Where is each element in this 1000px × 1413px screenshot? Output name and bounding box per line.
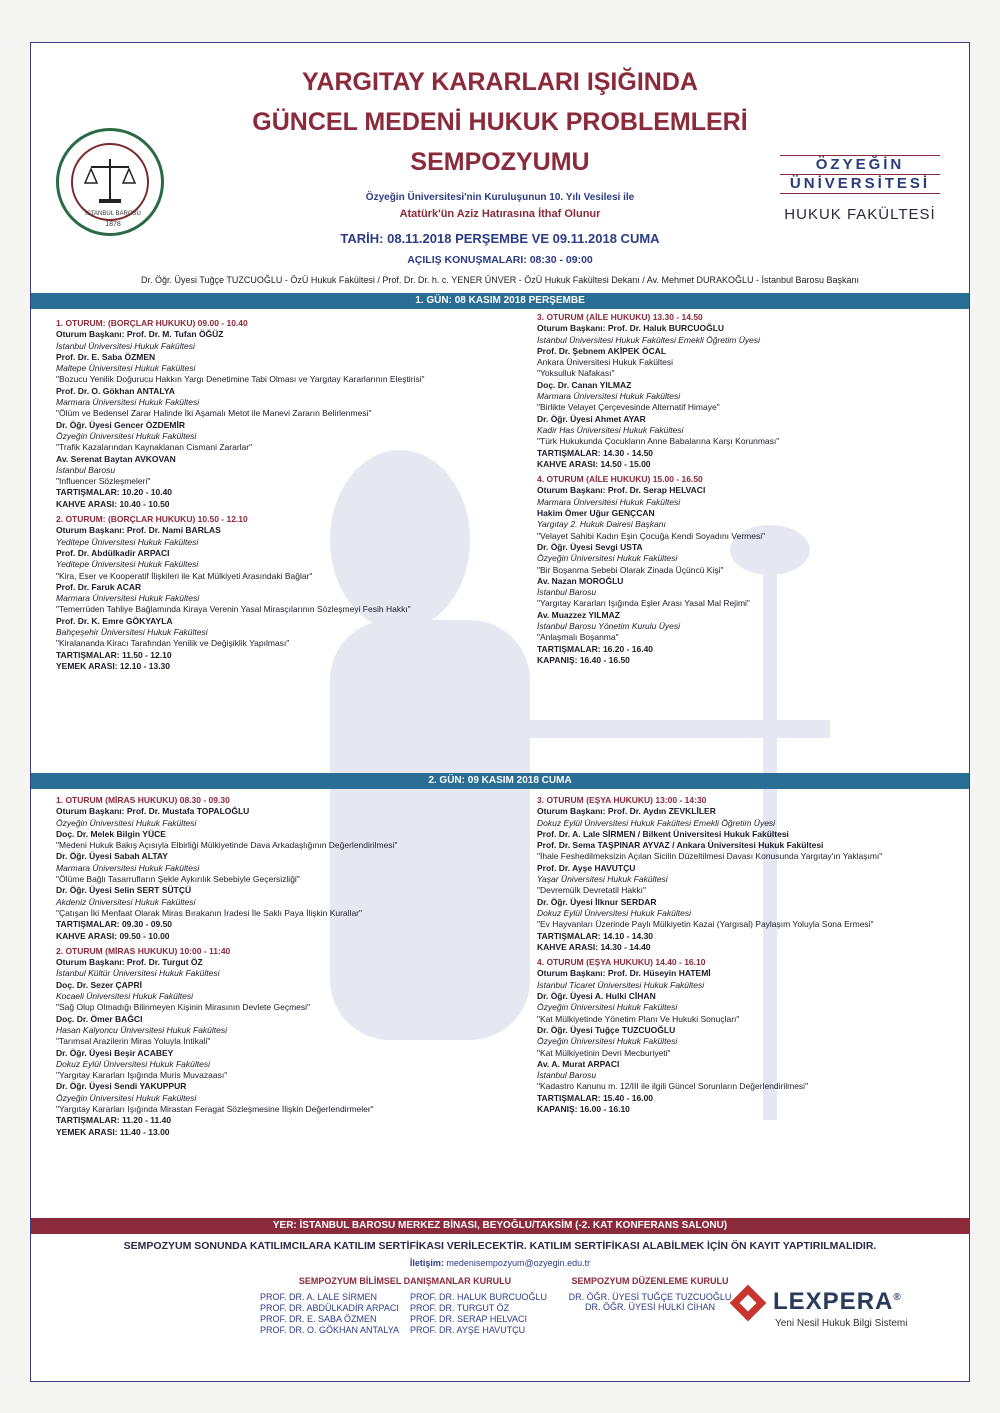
- speaker-name: Oturum Başkanı: Prof. Dr. Serap HELVACI: [537, 485, 706, 496]
- talk-title: "Kira, Eser ve Kooperatif İlişkileri ile Kat Mülkiyeti Arasındaki Bağlar": [56, 570, 313, 581]
- affiliation: Yeditepe Üniversitesi Hukuk Fakültesi: [56, 559, 199, 570]
- advisory-member: PROF. DR. E. SABA ÖZMEN: [260, 1314, 377, 1324]
- speaker-name: Dr. Öğr. Üyesi Beşir ACABEY: [56, 1047, 174, 1058]
- talk-title: "Bozucu Yenilik Doğurucu Hakkın Yargı Denetimine Tabi Olması ve Yargıtay Kararlarının Eleştirisi": [56, 374, 425, 385]
- speaker-name: Prof. Dr. O. Gökhan ANTALYA: [56, 385, 175, 396]
- speaker-name: Av. Nazan MOROĞLU: [537, 575, 624, 586]
- affiliation: İstanbul Barosu: [537, 1070, 597, 1081]
- talk-title: "Temerrüden Tahliye Bağlamında Kiraya Verenin Yasal Mirasçılarının Sözleşmeyi Fesih Hakkı": [56, 604, 411, 615]
- affiliation: Özyeğin Üniversitesi Hukuk Fakültesi: [56, 430, 197, 441]
- talk-title: "Yargıtay Kararları Işığında Mirastan Feragat Sözleşmesine İlişkin Değerlendirmeler": [56, 1104, 374, 1115]
- affiliation: Marmara Üniversitesi Hukuk Fakültesi: [537, 496, 681, 507]
- organizer: DR. ÖĞR. ÜYESİ HULKİ CİHAN: [584, 1302, 716, 1312]
- speaker-name: Doç. Dr. Canan YILMAZ: [537, 379, 632, 390]
- speaker-name: Prof. Dr. A. Lale SİRMEN / Bilkent Üniversitesi Hukuk Fakültesi: [537, 828, 789, 839]
- affiliation: Maltepe Üniversitesi Hukuk Fakültesi: [56, 363, 196, 374]
- organizer: DR. ÖĞR. ÜYESİ TUĞÇE TUZCUOĞLU: [568, 1292, 732, 1302]
- faculty-name: HUKUK FAKÜLTESİ: [784, 206, 936, 223]
- speaker-name: YEMEK ARASI: 11.40 - 13.00: [56, 1126, 170, 1137]
- session-heading: 3. OTURUM (EŞYA HUKUKU) 13:00 - 14:30: [537, 795, 707, 805]
- speaker-name: Av. A. Murat ARPACI: [537, 1058, 620, 1069]
- speaker-name: Av. Muazzez YILMAZ: [537, 609, 620, 620]
- title-line-3: SEMPOZYUMU: [410, 148, 590, 176]
- advisory-member: PROF. DR. O. GÖKHAN ANTALYA: [260, 1325, 400, 1335]
- ozyegin-logo-line2: ÜNİVERSİTESİ: [780, 175, 940, 194]
- talk-title: "Tarımsal Arazilerin Miras Yoluyla İntikali": [56, 1036, 211, 1047]
- affiliation: Yaşar Üniversitesi Hukuk Fakültesi: [537, 874, 668, 885]
- day1-right-column: [537, 312, 957, 666]
- speaker-name: KAHVE ARASI: 09.50 - 10.00: [56, 930, 170, 941]
- talk-title: Ankara Üniversitesi Hukuk Fakültesi: [537, 357, 674, 368]
- talk-title: "Kat Mülkiyetinde Yönetim Planı Ve Hukuki Sonuçları": [537, 1013, 740, 1024]
- talk-title: "Medeni Hukuk Bakış Açısıyla Elbirliği Mülkiyetinde Dava Arkadaşlığının Değerlendirilmesi": [56, 840, 398, 851]
- baro-year: 1878: [105, 221, 121, 228]
- lexpera-name: LEXPERA®: [773, 1288, 902, 1315]
- affiliation: Özyeğin Üniversitesi Hukuk Fakültesi: [56, 1092, 197, 1103]
- speaker-name: Dr. Öğr. Üyesi Tuğçe TUZCUOĞLU: [537, 1024, 676, 1035]
- talk-title: "Türk Hukukunda Çocukların Anne Babalarına Karşı Korunması": [537, 436, 780, 447]
- speaker-name: Doç. Dr. Sezer ÇAPRİ: [56, 979, 142, 990]
- title-line-1: YARGITAY KARARLARI IŞIĞINDA: [302, 68, 698, 96]
- affiliation: Yargıtay 2. Hukuk Dairesi Başkanı: [537, 519, 666, 530]
- affiliation: Özyeğin Üniversitesi Hukuk Fakültesi: [56, 817, 197, 828]
- affiliation: İstanbul Üniversitesi Hukuk Fakültesi Emekli Öğretim Üyesi: [537, 334, 760, 345]
- speaker-name: Prof. Dr. Abdülkadir ARPACI: [56, 547, 170, 558]
- affiliation: İstanbul Barosu Yönetim Kurulu Üyesi: [537, 621, 681, 632]
- speaker-name: Hakim Ömer Uğur GENÇCAN: [537, 508, 655, 519]
- day-1-banner: 1. GÜN: 08 KASIM 2018 PERŞEMBE: [31, 293, 969, 309]
- speaker-name: TARTIŞMALAR: 11.50 - 12.10: [56, 649, 172, 660]
- seal-inner-ring: [71, 143, 149, 221]
- lexpera-tagline: Yeni Nesil Hukuk Bilgi Sistemi: [775, 1318, 908, 1329]
- speaker-name: Prof. Dr. K. Emre GÖKYAYLA: [56, 615, 173, 626]
- speaker-name: TARTIŞMALAR: 10.20 - 10.40: [56, 487, 173, 498]
- contact-email[interactable]: medenisempozyum@ozyegin.edu.tr: [446, 1258, 591, 1268]
- talk-title: "Bir Boşanma Sebebi Olarak Zinada Üçüncü Kişi": [537, 564, 724, 575]
- advisory-member: PROF. DR. TURGUT ÖZ: [410, 1303, 510, 1313]
- speaker-name: Oturum Başkanı: Prof. Dr. Aydın ZEVKLİLER: [537, 806, 716, 817]
- day2-right-column: [537, 795, 957, 1115]
- talk-title: "Ev Hayvanları Üzerinde Paylı Mülkiyetin Kazai (Yargısal) Paylaşım Yoluyla Sona Ermesi": [537, 919, 874, 930]
- speaker-name: Dr. Öğr. Üyesi İlknur SERDAR: [537, 896, 657, 907]
- talk-title: "Ölüm ve Bedensel Zarar Halinde İki Aşamalı Metot ile Manevi Zararın Belirlenmesi": [56, 408, 372, 419]
- talk-title: "İhale Feshedilmeksizin Açılan Sicilin Düzeltilmesi Davası Konusunda Yargıtay'ın Yaklaşımı": [537, 851, 883, 862]
- speaker-name: KAPANIŞ: 16.00 - 16.10: [537, 1104, 630, 1115]
- affiliation: Marmara Üniversitesi Hukuk Fakültesi: [537, 391, 681, 402]
- affiliation: Dokuz Eylül Üniversitesi Hukuk Fakültesi Emekli Öğretim Üyesi: [537, 817, 776, 828]
- affiliation: Marmara Üniversitesi Hukuk Fakültesi: [56, 397, 200, 408]
- affiliation: Dokuz Eylül Üniversitesi Hukuk Fakültesi: [537, 907, 691, 918]
- speaker-name: Prof. Dr. Faruk ACAR: [56, 581, 142, 592]
- istanbul-barosu-logo: [56, 128, 164, 236]
- talk-title: "Yargıtay Kararları Işığında Muris Muvazaası": [56, 1070, 228, 1081]
- affiliation: İstanbul Barosu: [56, 464, 116, 475]
- day-2-banner: 2. GÜN: 09 KASIM 2018 CUMA: [31, 773, 969, 789]
- speaker-name: Dr. Öğr. Üyesi Selin SERT SÜTÇÜ: [56, 885, 192, 896]
- subtitle-anniversary: Özyeğin Üniversitesi'nin Kuruluşunun 10. Yılı Vesilesi ile: [365, 192, 635, 203]
- speaker-name: Prof. Dr. Şebnem AKİPEK ÖCAL: [537, 345, 667, 356]
- certificate-note: SEMPOZYUM SONUNDA KATILIMCILARA KATILIM SERTİFİKASI VERİLECEKTİR. KATILIM SERTİFİKASI ALABİLMEK İÇİN ÖN KAYIT YAPTIRILMALIDIR.: [123, 1240, 877, 1252]
- speaker-name: Prof. Dr. Sema TAŞPINAR AYVAZ / Ankara Üniversitesi Hukuk Fakültesi: [537, 840, 824, 851]
- session-heading: 4. OTURUM (AİLE HUKUKU) 15.00 - 16.50: [537, 474, 703, 485]
- speaker-name: Dr. Öğr. Üyesi A. Hulki CİHAN: [537, 991, 656, 1002]
- ozyegin-logo: [780, 155, 940, 223]
- affiliation: Kadir Has Üniversitesi Hukuk Fakültesi: [537, 424, 684, 435]
- affiliation: Özyeğin Üniversitesi Hukuk Fakültesi: [537, 553, 678, 564]
- opening-speakers: Dr. Öğr. Üyesi Tuğçe TUZCUOĞLU - ÖzÜ Hukuk Fakültesi / Prof. Dr. Dr. h. c. YENER ÜNVER - ÖzÜ Hukuk Fakültesi Dekanı / Av. Mehmet DURAKOĞLU - İstanbul Barosu Başkanı: [140, 275, 860, 285]
- affiliation: Dokuz Eylül Üniversitesi Hukuk Fakültesi: [56, 1058, 210, 1069]
- advisory-member: PROF. DR. A. LALE SİRMEN: [260, 1292, 378, 1302]
- subtitle-dedication: Atatürk'ün Aziz Hatırasına İthaf Olunur: [399, 208, 601, 220]
- affiliation: İstanbul Üniversitesi Hukuk Fakültesi: [56, 340, 195, 351]
- speaker-name: YEMEK ARASI: 12.10 - 13.30: [56, 660, 171, 671]
- affiliation: İstanbul Barosu: [537, 587, 597, 598]
- speaker-name: Oturum Başkanı: Prof. Dr. Turgut ÖZ: [56, 957, 203, 968]
- advisory-member: PROF. DR. AYŞE HAVUTÇU: [410, 1325, 526, 1335]
- advisory-board-list: [260, 1292, 550, 1335]
- affiliation: Yeditepe Üniversitesi Hukuk Fakültesi: [56, 536, 199, 547]
- affiliation: Marmara Üniversitesi Hukuk Fakültesi: [56, 593, 200, 604]
- ozyegin-logo-line1: ÖZYEĞİN: [780, 155, 940, 175]
- affiliation: İstanbul Ticaret Üniversitesi Hukuk Fakültesi: [537, 979, 705, 990]
- speaker-name: TARTIŞMALAR: 15.40 - 16.00: [537, 1092, 654, 1103]
- organizing-committee-title: SEMPOZYUM DÜZENLEME KURULU: [571, 1276, 729, 1286]
- title-line-2: GÜNCEL MEDENİ HUKUK PROBLEMLERİ: [252, 108, 748, 136]
- speaker-name: Oturum Başkanı: Prof. Dr. Hüseyin HATEMİ: [537, 968, 711, 979]
- session-heading: 1. OTURUM: (BORÇLAR HUKUKU) 09.00 - 10.40: [56, 318, 248, 328]
- location-banner: YER: İSTANBUL BAROSU MERKEZ BİNASI, BEYOĞLU/TAKSİM (-2. KAT KONFERANS SALONU): [31, 1218, 969, 1234]
- advisory-member: PROF. DR. SERAP HELVACI: [410, 1314, 528, 1324]
- session-heading: 2. OTURUM: (BORÇLAR HUKUKU) 10.50 - 12.10: [56, 514, 248, 525]
- speaker-name: Oturum Başkanı: Prof. Dr. Mustafa TOPALOĞLU: [56, 806, 250, 817]
- speaker-name: Doç. Dr. Melek Bilgin YÜCE: [56, 828, 166, 839]
- speaker-name: Dr. Öğr. Üyesi Sendi YAKUPPUR: [56, 1081, 187, 1092]
- session-heading: 1. OTURUM (MİRAS HUKUKU) 08.30 - 09.30: [56, 795, 230, 805]
- session-heading: 4. OTURUM (EŞYA HUKUKU) 14.40 - 16.10: [537, 957, 706, 968]
- day1-left-column: [56, 318, 476, 672]
- talk-title: "Kadastro Kanunu m. 12/III ile ilgili Güncel Sorunların Değerlendirilmesi": [537, 1081, 809, 1092]
- advisory-board: [260, 1276, 550, 1335]
- speaker-name: Oturum Başkanı: Prof. Dr. Nami BARLAS: [56, 525, 221, 536]
- baro-name: İSTANBUL BAROSU: [85, 211, 141, 217]
- speaker-name: KAPANIŞ: 16.40 - 16.50: [537, 654, 630, 665]
- speaker-name: TARTIŞMALAR: 09.30 - 09.50: [56, 919, 173, 930]
- talk-title: "Yargıtay Kararları Işığında Eşler Arası Yasal Mal Rejimi": [537, 598, 750, 609]
- day2-left-column: [56, 795, 476, 1138]
- speaker-name: Dr. Öğr. Üyesi Ahmet AYAR: [537, 413, 646, 424]
- talk-title: "Sağ Olup Olmadığı Bilinmeyen Kişinin Mirasının Devlete Geçmesi": [56, 1002, 311, 1013]
- affiliation: Hasan Kalyoncu Üniversitesi Hukuk Fakültesi: [56, 1024, 228, 1035]
- advisory-board-title: SEMPOZYUM BİLİMSEL DANIŞMANLAR KURULU: [298, 1276, 512, 1286]
- talk-title: "Velayet Sahibi Kadın Eşin Çocuğa Kendi Soyadını Vermesi": [537, 530, 766, 541]
- speaker-name: Av. Serenat Baytan AVKOVAN: [56, 453, 176, 464]
- opening-speeches: AÇILIŞ KONUŞMALARI: 08:30 - 09:00: [407, 254, 593, 266]
- talk-title: "Çatışan İki Menfaat Olarak Miras Bırakanın İradesi İle Saklı Paya İlişkin Kurallar": [56, 907, 363, 918]
- event-date: TARİH: 08.11.2018 PERŞEMBE VE 09.11.2018 CUMA: [340, 231, 660, 246]
- speaker-name: Dr. Öğr. Üyesi Sabah ALTAY: [56, 851, 168, 862]
- talk-title: "Kat Mülkiyetinin Devri Mecburiyeti": [537, 1047, 671, 1058]
- speaker-name: Oturum Başkanı: Prof. Dr. Haluk BURCUOĞLU: [537, 323, 725, 334]
- speaker-name: Doç. Dr. Ömer BAĞCI: [56, 1013, 143, 1024]
- speaker-name: TARTIŞMALAR: 16.20 - 16.40: [537, 643, 654, 654]
- speaker-name: Dr. Öğr. Üyesi Sevgi USTA: [537, 541, 643, 552]
- organizing-committee: [560, 1276, 740, 1312]
- talk-title: "Kiralananda Kiracı Tarafından Yenilik ve Değişiklik Yapılması": [56, 638, 290, 649]
- talk-title: "Devremülk Devretatil Hakkı": [537, 885, 647, 896]
- speaker-name: KAHVE ARASI: 14.50 - 15.00: [537, 458, 651, 469]
- affiliation: Marmara Üniversitesi Hukuk Fakültesi: [56, 862, 200, 873]
- advisory-member: PROF. DR. HALUK BURCUOĞLU: [410, 1292, 548, 1302]
- speaker-name: TARTIŞMALAR: 11.20 - 11.40: [56, 1115, 172, 1126]
- affiliation: İstanbul Kültür Üniversitesi Hukuk Fakültesi: [56, 968, 220, 979]
- speaker-name: Prof. Dr. E. Saba ÖZMEN: [56, 351, 156, 362]
- affiliation: Bahçeşehir Üniversitesi Hukuk Fakültesi: [56, 627, 208, 638]
- advisory-member: PROF. DR. ABDÜLKADİR ARPACI: [260, 1303, 399, 1313]
- speaker-name: TARTIŞMALAR: 14.30 - 14.50: [537, 447, 654, 458]
- speaker-name: KAHVE ARASI: 14.30 - 14.40: [537, 941, 651, 952]
- contact-line: [40, 1258, 960, 1268]
- speaker-name: TARTIŞMALAR: 14.10 - 14.30: [537, 930, 654, 941]
- talk-title: "Anlaşmalı Boşanma": [537, 632, 619, 643]
- speaker-name: Prof. Dr. Ayşe HAVUTÇU: [537, 862, 636, 873]
- talk-title: "Influencer Sözleşmeleri": [56, 476, 151, 487]
- affiliation: Kocaeli Üniversitesi Hukuk Fakültesi: [56, 991, 193, 1002]
- contact-label: İletişim:: [409, 1258, 444, 1268]
- talk-title: "Yoksulluk Nafakası": [537, 368, 615, 379]
- affiliation: Akdeniz Üniversitesi Hukuk Fakültesi: [56, 896, 196, 907]
- affiliation: Özyeğin Üniversitesi Hukuk Fakültesi: [537, 1002, 678, 1013]
- talk-title: "Birlikte Velayet Çerçevesinde Alternatif Himaye": [537, 402, 720, 413]
- scales-icon: [73, 145, 147, 219]
- speaker-name: Oturum Başkanı: Prof. Dr. M. Tufan ÖĞÜZ: [56, 329, 224, 340]
- speaker-name: KAHVE ARASI: 10.40 - 10.50: [56, 498, 170, 509]
- session-heading: 3. OTURUM (AİLE HUKUKU) 13.30 - 14.50: [537, 312, 703, 322]
- affiliation: Özyeğin Üniversitesi Hukuk Fakültesi: [537, 1036, 678, 1047]
- talk-title: "Trafik Kazalarından Kaynaklanan Cismani Zararlar": [56, 442, 253, 453]
- session-heading: 2. OTURUM (MİRAS HUKUKU) 10:00 - 11:40: [56, 945, 231, 956]
- speaker-name: Dr. Öğr. Üyesi Gencer ÖZDEMİR: [56, 419, 185, 430]
- talk-title: "Ölüme Bağlı Tasarrufların Şekle Aykırılık Sebebiyle Geçersizliği": [56, 874, 300, 885]
